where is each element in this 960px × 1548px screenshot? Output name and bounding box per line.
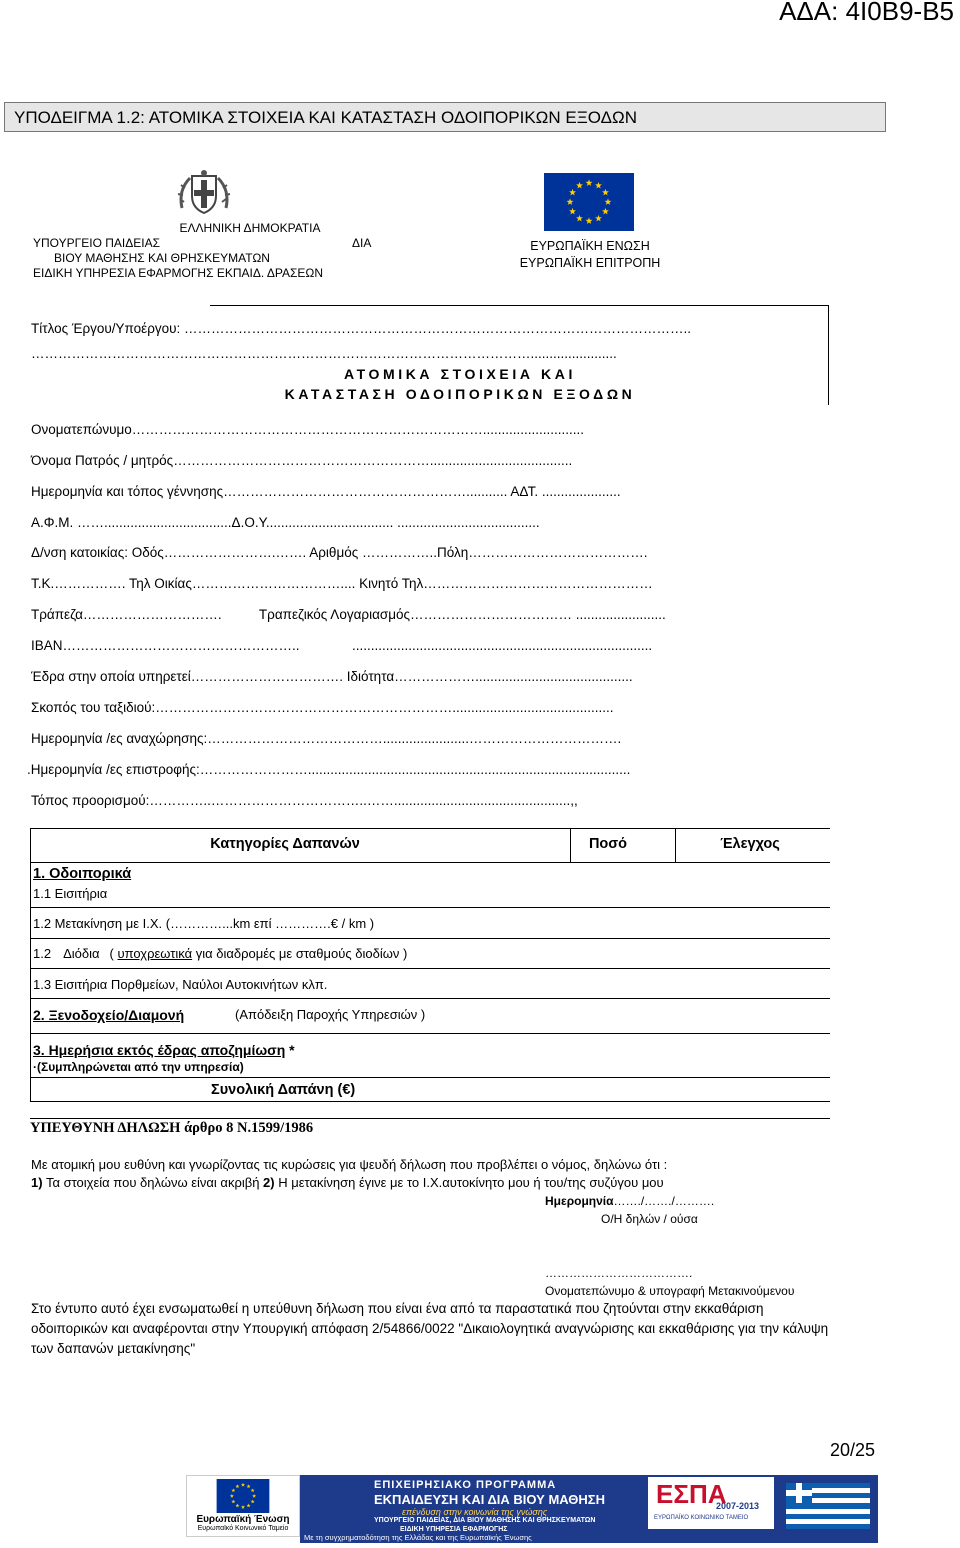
project-title-continuation: ………………………………………………………………………………………………….......................: [31, 346, 617, 361]
program-line-1: ΕΠΙΧΕΙΡΗΣΙΑΚΟ ΠΡΟΓΡΑΜΜΑ: [374, 1479, 557, 1491]
table-top-border: [30, 828, 830, 829]
table-header-divider: [30, 862, 830, 863]
field-parent-name: Όνομα Πατρός / μητρός…………………………………………………......................................: [31, 453, 573, 468]
field-birth: Ημερομηνία και τόπος γέννησης………………………………………………........... ΑΔΤ. .....................: [31, 484, 621, 499]
table-header-amount: Ποσό: [588, 836, 628, 852]
project-title-field: Τίτλος Έργου/Υποέργου: …………………………………………………………………………………………………..: [31, 321, 692, 336]
field-departure: Ημερομηνία /ες αναχώρησης:………………………………….......................…………………………….: [31, 731, 622, 746]
signature-dots: ……………………………….: [545, 1266, 693, 1280]
greek-coat-of-arms-icon: [176, 168, 232, 220]
field-full-name: Ονοματεπώνυμο……………………………………………………………………...........................: [31, 422, 585, 437]
row-tolls-note: για διαδρομές με σταθμούς διοδίων ): [192, 946, 408, 961]
declaration-heading: ΥΠΕΥΘΥΝΗ ΔΗΛΩΣΗ άρθρο 8 Ν.1599/1986: [30, 1120, 314, 1136]
row-divider-5: [30, 1033, 830, 1034]
row-tolls-label: Διόδια: [63, 946, 100, 961]
row-allowance-note: ·(Συμπληρώνεται από την υπηρεσία): [33, 1060, 244, 1074]
table-left-border: [30, 828, 31, 1102]
row-allowance-title: 3. Ημερήσια εκτός έδρας αποζημίωση: [33, 1042, 286, 1058]
cofund-text: Με τη συγχρηματοδότηση της Ελλάδας και της Ευρωπαϊκής Ένωσης: [304, 1533, 532, 1542]
gov-line-2: ΥΠΟΥΡΓΕΙΟ ΠΑΙΔΕΙΑΣ: [33, 236, 161, 250]
statement-1-number: 1): [31, 1175, 43, 1190]
title-box-top: [210, 305, 828, 306]
row-hotel-title: 2. Ξενοδοχείο/Διαμονή: [33, 1007, 185, 1023]
row-tolls-paren: (: [109, 946, 118, 961]
field-return: .Ημερομηνία /ες επιστροφής:……………………......................................................................................: [27, 762, 631, 777]
statement-1-text: Τα στοιχεία που δηλώνω είναι ακριβή: [42, 1175, 264, 1190]
gov-line-2-suffix: ΔΙΑ: [352, 236, 372, 250]
eu-footer-sub: Ευρωπαϊκό Κοινωνικό Ταμείο: [197, 1525, 289, 1532]
espa-logo: [648, 1477, 774, 1529]
espa-sub: ΕΥΡΩΠΑΪΚΟ ΚΟΙΝΩΝΙΚΟ ΤΑΜΕΙΟ: [654, 1515, 749, 1521]
declaration-date-value: ……./……./……….: [613, 1194, 715, 1208]
declaration-statements: [31, 1175, 664, 1190]
field-destination: Τόπος προορισμού:…………..……………………………..……...............................................,,: [31, 793, 578, 808]
document-header: [4, 102, 886, 132]
row-divider-3: [30, 968, 830, 969]
program-ministry: ΥΠΟΥΡΓΕΙΟ ΠΑΙΔΕΙΑΣ, ΔΙΑ ΒΙΟΥ ΜΑΘΗΣΗΣ ΚΑΙ ΘΡΗΣΚΕΥΜΑΤΩΝ: [374, 1517, 596, 1524]
footer-paragraph: Στο έντυπο αυτό έχει ενσωματωθεί η υπεύθυνη δήλωση που είναι ένα από τα παραστατικά που ζητούνται στην εκκαθάριση οδοιπορικών και αναφέρονται στην Υπουργική απόφαση 2/54866/0022 "Δικαιολογητικά αναγνώρισης και εκκαθάρισης για την κάλυψη των δαπανών μετακίνησης": [31, 1301, 829, 1356]
espa-word: ΕΣΠΑ: [656, 1479, 727, 1509]
program-line-2: ΕΚΠΑΙΔΕΥΣΗ ΚΑΙ ΔΙΑ ΒΙΟΥ ΜΑΘΗΣΗ: [374, 1492, 605, 1507]
espa-years: 2007-2013: [716, 1501, 760, 1511]
row-travel-title: 1. Οδοιπορικά: [33, 866, 132, 882]
gov-line-4: ΕΙΔΙΚΗ ΥΠΗΡΕΣΙΑ ΕΦΑΡΜΟΓΗΣ ΕΚΠΑΙΔ. ΔΡΑΣΕΩΝ: [33, 266, 324, 280]
gov-line-1: ΕΛΛΗΝΙΚΗ ΔΗΜΟΚΡΑΤΙΑ: [179, 221, 321, 235]
table-header-check: Έλεγχος: [720, 836, 780, 852]
row-divider-4: [30, 998, 830, 999]
eu-line-1: ΕΥΡΩΠΑΪΚΗ ΕΝΩΣΗ: [530, 239, 650, 253]
row-divider-2: [30, 938, 830, 939]
field-phones: Τ.Κ.……………. Τηλ Οικίας…………………………….... Κινητό Τηλ……………………………………………: [31, 576, 653, 591]
row-private-car: 1.2 Μετακίνηση με Ι.Χ. (…………...km επί ………….€ / km ): [33, 916, 375, 931]
declarant-label: Ο/Η δηλών / ούσα: [601, 1212, 698, 1226]
row-ferry: 1.3 Εισιτήρια Πορθμείων, Ναύλοι Αυτοκινήτων κλπ.: [33, 977, 328, 992]
statement-2-number: 2): [263, 1175, 275, 1190]
field-address: Δ/νση κατοικίας: Οδός…………………….……. Αριθμός ……………..Πόλη………………………………….: [31, 545, 648, 560]
table-bottom-border: [30, 1101, 830, 1102]
gov-line-3: ΒΙΟΥ ΜΑΘΗΣΗΣ ΚΑΙ ΘΡΗΣΚΕΥΜΑΤΩΝ: [54, 251, 270, 265]
espa-banner: [300, 1475, 878, 1543]
document-title: ΥΠΟΔΕΙΓΜΑ 1.2: ΑΤΟΜΙΚΑ ΣΤΟΙΧΕΙΑ ΚΑΙ ΚΑΤΑΣΤΑΣΗ ΟΔΟΙΠΟΡΙΚΩΝ ΕΞΟΔΩΝ: [14, 108, 637, 127]
row-hotel-note: (Απόδειξη Παροχής Υπηρεσιών ): [235, 1007, 426, 1022]
table-col-divider-1: [570, 828, 571, 863]
row-total: Συνολική Δαπάνη (€): [211, 1082, 356, 1098]
signature-label: Ονοματεπώνυμο & υπογραφή Μετακινούμενου: [545, 1284, 795, 1298]
page-number: 20/25: [830, 1440, 876, 1460]
row-tolls-number: 1.2: [33, 946, 52, 961]
field-afm: Α.Φ.Μ. ……..................................Δ.Ο.Υ.................................. ......................................: [31, 515, 540, 530]
eu-line-2: ΕΥΡΩΠΑΪΚΗ ΕΠΙΤΡΟΠΗ: [519, 256, 661, 270]
field-post: Έδρα στην οποία υπηρετεί……………………………. Ιδιότητα………………..........................................: [31, 669, 633, 684]
program-service: ΕΙΔΙΚΗ ΥΠΗΡΕΣΙΑ ΕΦΑΡΜΟΓΗΣ: [400, 1526, 508, 1533]
statement-2-text: Η μετακίνηση έγινε με το Ι.Χ.αυτοκίνητο μου ή του/της συζύγου μου: [274, 1175, 664, 1190]
row-allowance-star: *: [285, 1042, 295, 1058]
greek-flag-icon: [786, 1483, 870, 1529]
table-header-categories: Κατηγορίες Δαπανών: [210, 836, 360, 852]
declaration-top-rule: [30, 1118, 830, 1119]
eu-flag-icon: [544, 173, 634, 231]
eu-footer-caption: Ευρωπαϊκή Ένωση: [196, 1514, 290, 1525]
table-col-divider-2: [675, 828, 676, 863]
declaration-date: [545, 1194, 714, 1208]
row-tolls-mandatory: υποχρεωτικά: [117, 946, 193, 961]
row-tickets: 1.1 Εισιτήρια: [33, 886, 108, 901]
row-divider-6: [30, 1077, 830, 1078]
eu-footer-logo: [186, 1475, 300, 1537]
ada-code: ΑΔΑ: 4Ι0Β9-Β5: [779, 0, 954, 26]
declaration-text: Με ατομική μου ευθύνη και γνωρίζοντας τις κυρώσεις για ψευδή δήλωση που προβλέπει ο νόμος, δηλώνω ότι :: [31, 1157, 668, 1172]
section-title-line-2: ΚΑΤΑΣΤΑΣΗ ΟΔΟΙΠΟΡΙΚΩΝ ΕΞΟΔΩΝ: [284, 386, 636, 402]
program-line-3: επένδυση στην κοινωνία της γνώσης: [402, 1507, 548, 1517]
field-purpose: Σκοπός του ταξιδιού:…………………………………………………………...........................................: [31, 700, 614, 715]
row-divider-1: [30, 907, 830, 908]
row-tolls: [33, 946, 407, 961]
field-bank: Τράπεζα…………………………. Τραπεζικός Λογαριασμός……………………………… ........................: [31, 607, 666, 622]
field-iban: IBAN…………………………………………….. ................................................................................: [31, 638, 653, 653]
row-allowance: [33, 1042, 295, 1058]
section-title-line-1: ΑΤΟΜΙΚΑ ΣΤΟΙΧΕΙΑ ΚΑΙ: [344, 366, 576, 382]
declaration-date-label: Ημερομηνία: [545, 1194, 614, 1208]
